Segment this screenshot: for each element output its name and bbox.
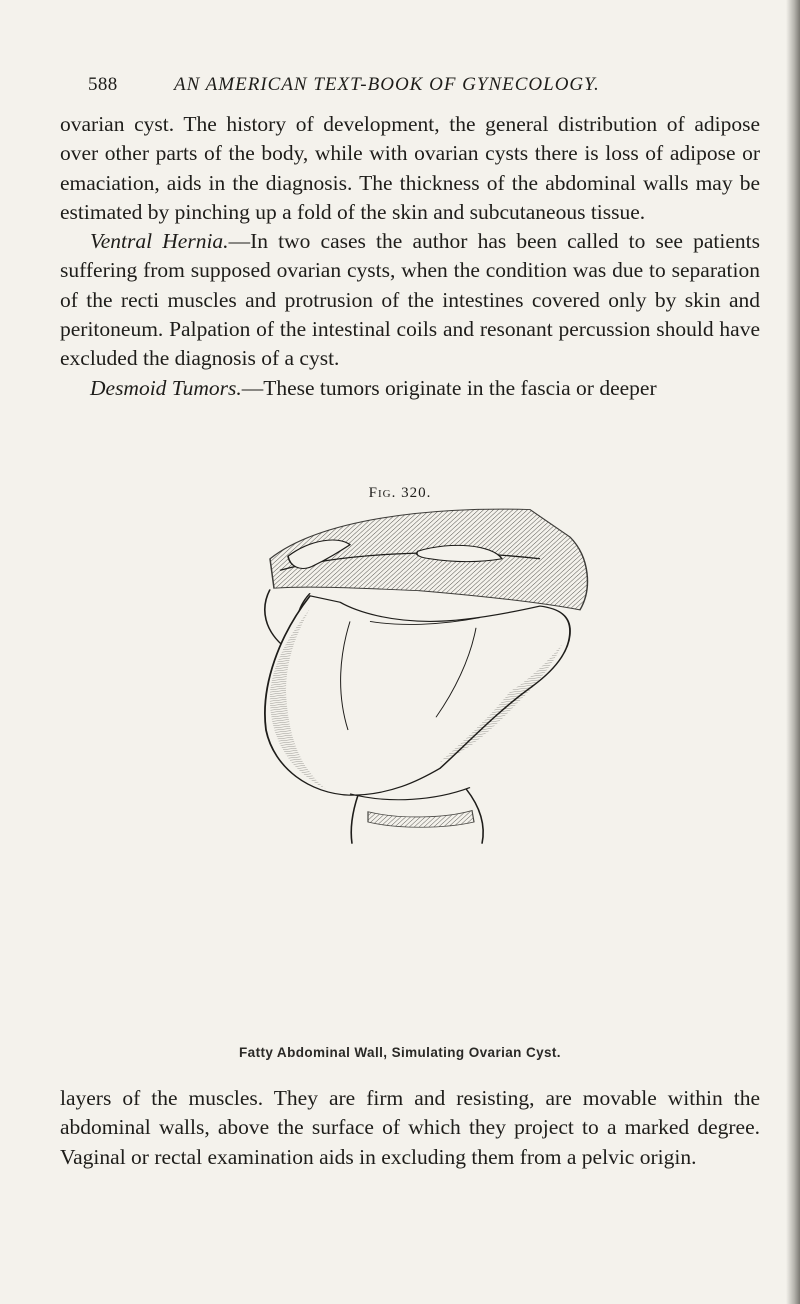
garter-band <box>368 811 474 828</box>
body-text-bottom <box>60 1084 760 1172</box>
desmoid-tumors-text: —These tumors originate in the fascia or deeper <box>241 375 657 400</box>
desmoid-tumors-heading: Desmoid Tumors. <box>90 375 242 400</box>
page-edge-shadow <box>786 0 800 1304</box>
figure-caption: Fatty Abdominal Wall, Simulating Ovarian Cyst. <box>239 1045 561 1060</box>
ventral-hernia-text: —In two cases the author has been called to see patients suffering from supposed ovarian cysts, when the condition was due to separation of the recti muscles and protrusion of the intestines covered only by skin and peritoneum. Palpation of the intestinal coils and resonant percussion should have excluded the diagnosis of a cyst. <box>60 229 760 371</box>
paragraph-desmoid-continued: layers of the muscles. They are firm and resisting, are movable within the abdominal walls, above the surface of which they project to a marked degree. Vaginal or rectal examination aids in excluding them from a pelvic origin. <box>60 1086 760 1169</box>
ventral-hernia-heading: Ventral Hernia. <box>90 229 229 254</box>
fatty-abdomen-illustration <box>240 500 610 845</box>
paragraph-ventral-hernia <box>60 227 760 373</box>
running-title: AN AMERICAN TEXT-BOOK OF GYNECOLOGY. <box>174 74 600 95</box>
left-thigh <box>351 795 358 844</box>
paragraph-desmoid-tumors <box>60 374 760 403</box>
paragraph-ovarian-cyst: ovarian cyst. The history of development, the general distribution of adipose over other parts of the body, while with ovarian cysts there is loss of adipose or emaciation, aids in the diagnosis. The thickness of the abdominal walls may be estimated by pinching up a fold of the skin and subcutaneous tissue. <box>60 112 760 224</box>
body-text-top <box>60 110 760 403</box>
figure-label: Fig. 320. <box>368 485 432 501</box>
page-number: 588 <box>88 74 118 95</box>
